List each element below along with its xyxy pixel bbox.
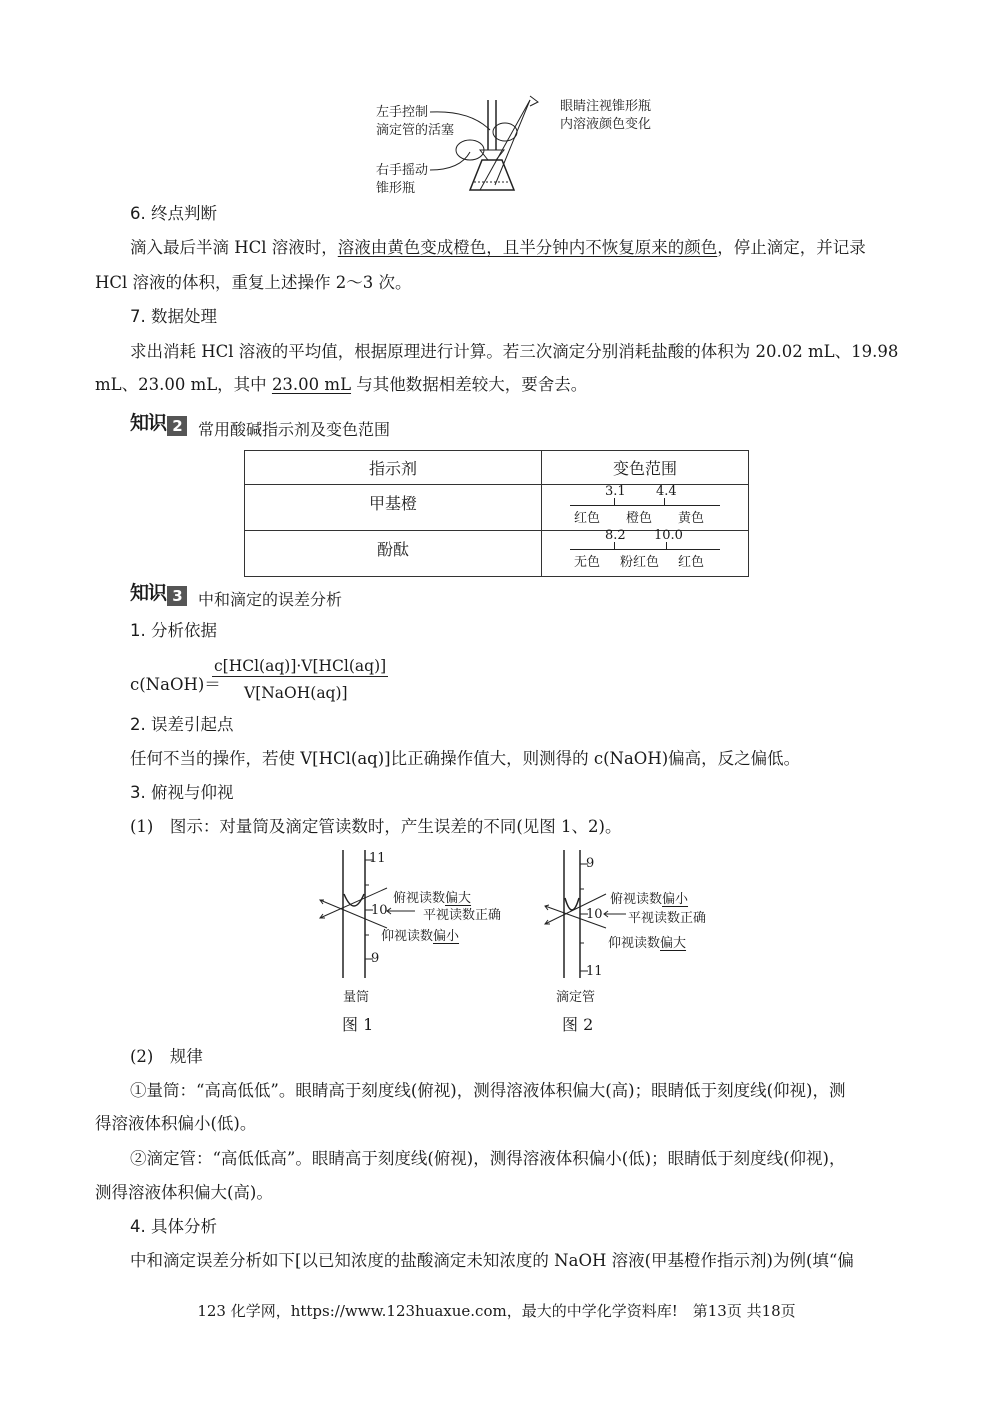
figure1 (315, 848, 535, 1038)
indicator-name: 甲基橙 (245, 485, 542, 531)
fig2-fushi-value: 偏小 (662, 892, 689, 907)
s3-heading: 3. 俯视与仰视 (130, 783, 234, 802)
fig2-caption: 图 2 (562, 1015, 594, 1034)
section6-line2: HCl 溶液的体积，重复上述操作 2～3 次。 (95, 273, 412, 292)
s2-body: 任何不当的操作，若使 V[HCl(aq)]比正确操作值大，则测得的 c(NaOH)偏高，反之偏低。 (130, 749, 801, 768)
s4-body: 中和滴定误差分析如下[以已知浓度的盐酸滴定未知浓度的 NaOH 溶液(甲基橙作指示剂)为例(填“偏 (130, 1251, 854, 1270)
fig1-tick-9: 9 (371, 951, 380, 966)
knowledge3-badge-text: 知识 (130, 582, 167, 604)
page-footer: 123 化学网，https://www.123huaxue.com，最大的中学化学资料库! 第13页 共18页 (197, 1302, 796, 1320)
fig2-tick-11: 11 (586, 964, 603, 979)
section7-heading: 7. 数据处理 (130, 307, 217, 326)
s3-p1: (1) 图示：对量筒及滴定管读数时，产生误差的不同(见图 1、2)。 (130, 817, 622, 836)
fig2-yang-label: 仰视读数 (608, 936, 661, 951)
s3-rule2-b: 测得溶液体积偏大(高)。 (95, 1183, 273, 1202)
knowledge3-badge-num: 3 (167, 586, 187, 606)
s1-heading: 1. 分析依据 (130, 621, 217, 640)
fig2-ping: 平视读数正确 (628, 911, 707, 926)
s2-heading: 2. 误差引起点 (130, 715, 234, 734)
fig2-tick-10: 10 (586, 907, 603, 922)
tick-label: 4.4 (656, 483, 677, 499)
section7-line2 (95, 374, 587, 396)
fig1-fushi-label: 俯视读数 (393, 891, 446, 906)
s4-heading: 4. 具体分析 (130, 1217, 217, 1236)
tick-label: 8.2 (605, 527, 626, 543)
section6-line1-b: ，停止滴定，并记录 (717, 238, 866, 257)
fig1-tick-11: 11 (369, 851, 386, 866)
fig1-name: 量筒 (343, 990, 370, 1005)
s3-rule1-a: ①量筒：“高高低低”。眼睛高于刻度线(俯视)，测得溶液体积偏大(高)；眼睛低于刻度线(仰视)，测 (130, 1081, 846, 1100)
left-hand-label-1: 左手控制 (376, 105, 429, 120)
knowledge2-badge-text: 知识 (130, 412, 167, 434)
figure2 (540, 848, 760, 1038)
fig1-tick-10: 10 (371, 903, 388, 918)
knowledge2-badge (130, 408, 187, 436)
fig1-yang-label: 仰视读数 (381, 929, 434, 944)
s3-p2: (2) 规律 (130, 1047, 203, 1066)
fig1-yang (381, 925, 459, 944)
s3-rule1-b: 得溶液体积偏小(低)。 (95, 1114, 257, 1133)
formula-denominator: V[NaOH(aq)] (244, 684, 348, 702)
section7-line2-a: mL、23.00 mL，其中 (95, 375, 272, 394)
range-cell (542, 485, 749, 531)
formula-lhs: c(NaOH)＝ (130, 675, 221, 694)
section6-answer: 溶液由黄色变成橙色，且半分钟内不恢复原来的颜色 (337, 238, 718, 257)
table-row (245, 531, 749, 577)
indicator-table (244, 450, 749, 577)
section6-line1-a: 滴入最后半滴 HCl 溶液时， (130, 238, 338, 257)
left-hand-label-2: 滴定管的活塞 (376, 123, 455, 138)
knowledge3-title: 中和滴定的误差分析 (198, 590, 343, 609)
cylinder-drawing (315, 848, 535, 998)
fig1-yang-value: 偏小 (433, 929, 460, 944)
section7-line2-b: 与其他数据相差较大，要舍去。 (351, 375, 588, 394)
eye-label-2: 内溶液颜色变化 (560, 117, 652, 132)
table-row (245, 485, 749, 531)
eye-label-1: 眼睛注视锥形瓶 (560, 99, 652, 114)
fig1-caption: 图 1 (342, 1015, 374, 1034)
range-cell (542, 527, 749, 577)
right-hand-label-2: 锥形瓶 (376, 181, 416, 196)
color-label: 黄色 (678, 510, 705, 526)
knowledge2-badge-num: 2 (167, 416, 187, 436)
indicator-name: 酚酞 (245, 531, 542, 577)
fig2-fushi (610, 888, 688, 907)
color-label: 红色 (678, 554, 705, 570)
fig2-yang (608, 932, 686, 951)
fig1-ping: 平视读数正确 (423, 908, 502, 923)
color-label: 橙色 (626, 510, 653, 526)
formula-numerator: c[HCl(aq)]·V[HCl(aq)] (214, 657, 387, 675)
right-hand-label-1: 右手摇动 (376, 163, 429, 178)
tick-label: 3.1 (605, 483, 626, 499)
fig2-yang-value: 偏大 (660, 936, 687, 951)
tick-label: 10.0 (654, 527, 683, 543)
s3-rule2-a: ②滴定管：“高低低高”。眼睛高于刻度线(俯视)，测得溶液体积偏小(低)；眼睛低于刻度线(仰视)， (130, 1149, 846, 1168)
fig2-name: 滴定管 (556, 990, 596, 1005)
titration-figure (370, 90, 670, 200)
section6-line1 (130, 237, 866, 259)
fig2-tick-9: 9 (586, 856, 595, 871)
fig2-fushi-label: 俯视读数 (610, 892, 663, 907)
color-label: 粉红色 (620, 554, 660, 570)
range-col-header: 变色范围 (542, 451, 749, 485)
section7-line1: 求出消耗 HCl 溶液的平均值，根据原理进行计算。若三次滴定分别消耗盐酸的体积为 20.02 mL、19.98 (130, 342, 899, 361)
section6-heading: 6. 终点判断 (130, 204, 217, 223)
color-label: 无色 (574, 554, 601, 570)
knowledge2-title: 常用酸碱指示剂及变色范围 (198, 420, 391, 439)
indicator-col-header: 指示剂 (245, 451, 542, 485)
section7-answer: 23.00 mL (271, 375, 352, 394)
color-label: 红色 (574, 510, 601, 526)
fig1-fushi-value: 偏大 (445, 891, 472, 906)
knowledge3-badge (130, 578, 187, 606)
